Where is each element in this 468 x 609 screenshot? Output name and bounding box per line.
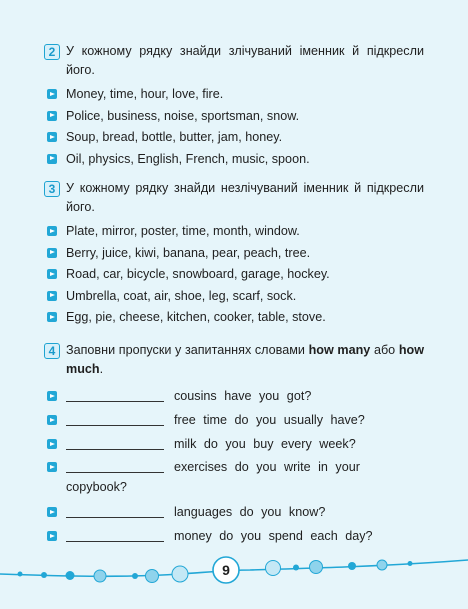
exercise-4 [44, 341, 424, 548]
exercise-3-number: 3 [44, 181, 60, 197]
exercise-2-header [44, 42, 424, 80]
or-word: або [373, 343, 396, 357]
list-item [44, 221, 424, 243]
answer-blank[interactable] [66, 388, 164, 402]
answer-blank[interactable] [66, 459, 164, 473]
exercise-3 [44, 179, 424, 329]
row-text: Police, business, noise, sportsman, snow. [66, 108, 300, 123]
list-item [44, 264, 424, 286]
arrow-bullet-icon [47, 415, 57, 425]
list-item [44, 149, 424, 171]
footer-dot [146, 570, 159, 583]
question-text: money do you spend each day? [174, 529, 373, 543]
arrow-bullet-icon [47, 89, 57, 99]
answer-blank[interactable] [66, 436, 164, 450]
arrow-bullet-icon [47, 248, 57, 258]
question-item [44, 384, 424, 408]
exercise-4-instruction: Заповни пропуски у запитаннях словами [66, 343, 305, 357]
end-dot: . [99, 362, 104, 376]
footer-dot [293, 565, 299, 571]
answer-blank[interactable] [66, 412, 164, 426]
exercise-3-header [44, 179, 424, 217]
footer-decoration [0, 540, 468, 609]
footer-dot [266, 561, 281, 576]
footer-dot [310, 561, 323, 574]
footer-dot [408, 561, 413, 566]
list-item [44, 307, 424, 329]
arrow-bullet-icon [47, 154, 57, 164]
exercise-4-header [44, 341, 424, 379]
exercise-2-instruction: У кожному рядку знайди злічуваний іменник й підкресли його. [66, 44, 424, 77]
arrow-bullet-icon [47, 291, 57, 301]
list-item [44, 84, 424, 106]
arrow-bullet-icon [47, 132, 57, 142]
footer-dot [172, 566, 188, 582]
exercise-2-number: 2 [44, 44, 60, 60]
list-item [44, 243, 424, 265]
arrow-bullet-icon [47, 507, 57, 517]
arrow-bullet-icon [47, 226, 57, 236]
question-text: milk do you buy every week? [174, 437, 356, 451]
exercise-2 [44, 42, 424, 170]
question-item [44, 456, 424, 497]
arrow-bullet-icon [47, 111, 57, 121]
row-text: Money, time, hour, love, fire. [66, 87, 224, 101]
row-text: Road, car, bicycle, snowboard, garage, hockey. [66, 267, 330, 281]
arrow-bullet-icon [47, 391, 57, 401]
question-text: exercises do you write in your copybook? [66, 460, 360, 494]
footer-dot [94, 570, 106, 582]
page-number: 9 [222, 562, 230, 578]
footer-dot [348, 562, 356, 570]
question-item [44, 432, 424, 456]
list-item [44, 286, 424, 308]
row-text: Soup, bread, bottle, butter, jam, honey. [66, 130, 283, 144]
list-item [44, 106, 424, 128]
exercise-4-number: 4 [44, 343, 60, 359]
list-item [44, 127, 424, 149]
footer-dot [41, 572, 47, 578]
row-text: Berry, juice, kiwi, banana, pear, peach, tree. [66, 245, 311, 260]
footer-dot [377, 560, 387, 570]
answer-blank[interactable] [66, 504, 164, 518]
row-text: Oil, physics, English, French, music, spoon. [66, 151, 310, 166]
question-item [44, 500, 424, 524]
row-text: Egg, pie, cheese, kitchen, cooker, table, stove. [66, 310, 326, 324]
row-text: Plate, mirror, poster, time, month, window. [66, 224, 300, 238]
footer-dot [18, 572, 23, 577]
footer-dot [66, 571, 75, 580]
question-item [44, 408, 424, 432]
question-text: free time do you usually have? [174, 413, 365, 427]
question-text: cousins have you got? [174, 389, 312, 403]
arrow-bullet-icon [47, 312, 57, 322]
how-many-phrase: how many [308, 343, 371, 357]
exercise-3-instruction: У кожному рядку знайди незлічуваний іменник й підкресли його. [66, 181, 424, 214]
arrow-bullet-icon [47, 439, 57, 449]
footer-dot [132, 573, 138, 579]
how-much-phrase: how much [66, 343, 424, 376]
row-text: Umbrella, coat, air, shoe, leg, scarf, sock. [66, 288, 297, 303]
arrow-bullet-icon [47, 269, 57, 279]
arrow-bullet-icon [47, 462, 57, 472]
question-text: languages do you know? [174, 505, 326, 519]
